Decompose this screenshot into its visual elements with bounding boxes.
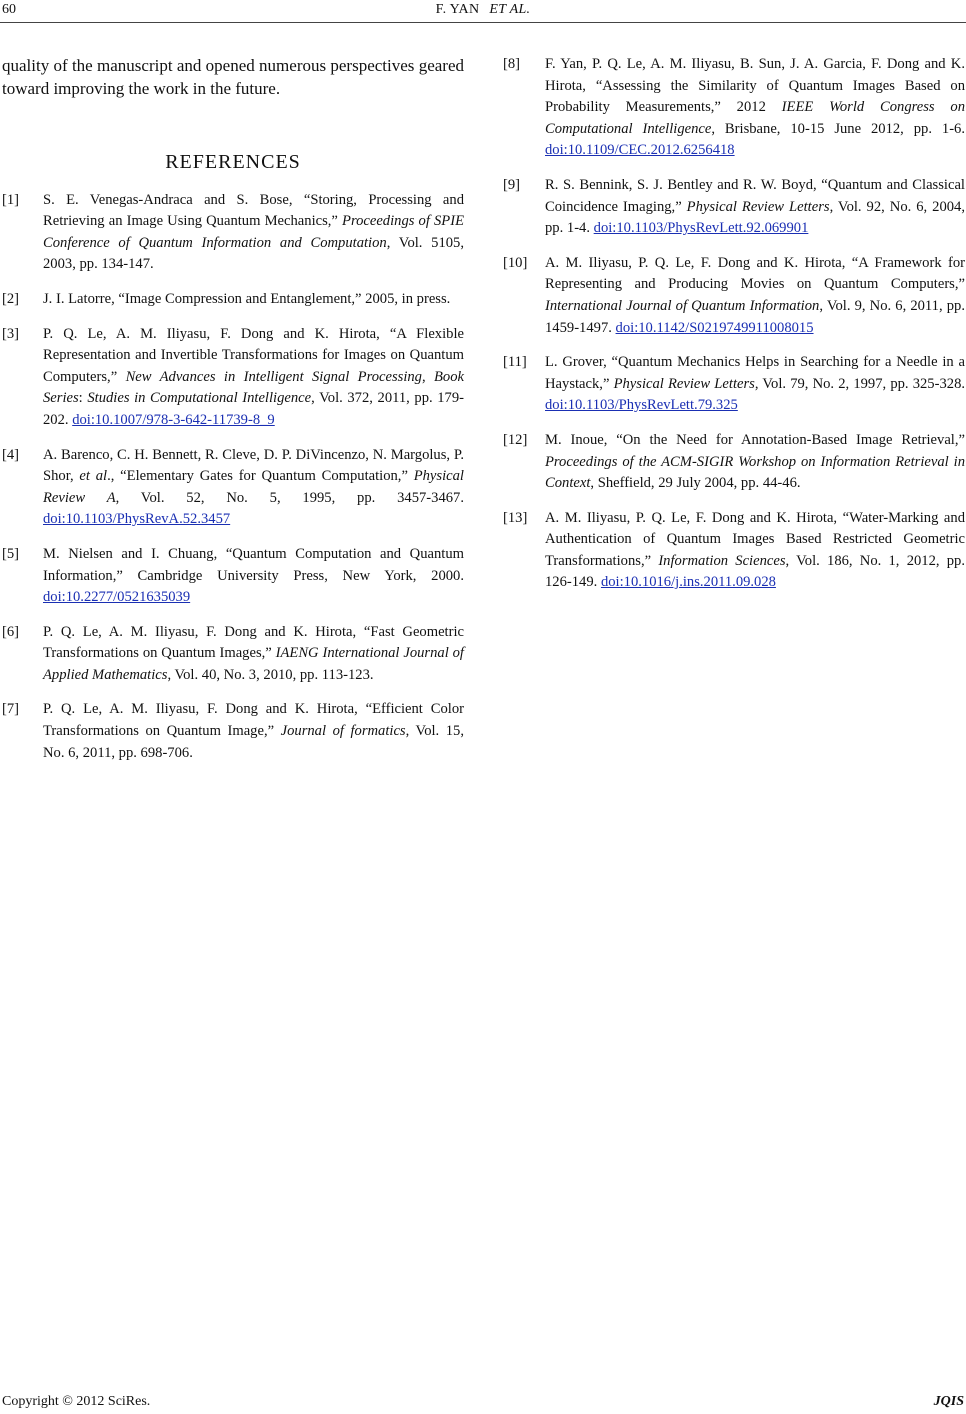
reference-item	[503, 430, 965, 495]
header-divider	[0, 22, 966, 23]
reference-text-segment: L. Grover, “Quantum Mechanics Helps in Searching for a Needle in a Haystack,”	[545, 354, 965, 392]
reference-text-segment: ., “Elementary Gates for Quantum Computation,”	[107, 468, 414, 485]
page-number: 60	[2, 2, 16, 17]
reference-source-title: New Advances in Intelligent Signal Processing	[125, 368, 422, 385]
running-header-et-al: ET AL.	[489, 2, 531, 17]
reference-number: [12]	[503, 431, 528, 448]
reference-text-segment: , Vol. 372, 2011, pp. 179-202.	[43, 390, 465, 428]
reference-text-segment: , Vol. 15, No. 6, 2011, pp. 698-706.	[43, 723, 464, 761]
reference-number: [3]	[2, 325, 20, 342]
reference-item	[503, 253, 965, 339]
reference-source-title: Journal of formatics	[280, 723, 406, 740]
reference-source-title: et al	[79, 468, 108, 485]
reference-text	[43, 291, 450, 307]
reference-source-title: Book Series	[43, 368, 465, 407]
reference-item	[503, 175, 965, 240]
reference-text-segment: P. Q. Le, A. M. Iliyasu, F. Dong and K. Hirota, “A Flexible Representation and Invertible Transformations for Images on Quantum Computers,”	[43, 325, 464, 385]
copyright-notice: Copyright © 2012 SciRes.	[2, 1394, 151, 1409]
references-heading: REFERENCES	[165, 151, 301, 173]
reference-source-title: IAENG International Journal of Applied Mathematics	[43, 645, 464, 683]
reference-text-segment: , Vol. 5105, 2003, pp. 134-147.	[43, 234, 464, 273]
reference-text	[545, 255, 965, 336]
reference-item	[2, 544, 464, 609]
doi-link[interactable]: doi:10.1103/PhysRevLett.79.325	[545, 397, 738, 414]
reference-text-segment: ,	[421, 368, 435, 385]
reference-text	[43, 624, 464, 683]
reference-text-segment: S. E. Venegas-Andraca and S. Bose, “Storing, Processing and Retrieving an Image Using Quantum Mechanics,”	[43, 191, 464, 230]
intro-paragraph: quality of the manuscript and opened numerous perspectives geared toward improving the work in the future.	[2, 56, 464, 98]
reference-text-segment: , Vol. 9, No. 6, 2011, pp. 1459-1497.	[545, 297, 965, 336]
reference-text-segment: J. I. Latorre, “Image Compression and Entanglement,” 2005, in press.	[43, 290, 451, 307]
reference-source-title: Physical Review Letters	[613, 375, 755, 392]
reference-text-segment: M. Nielsen and I. Chuang, “Quantum Computation and Quantum Information,” Cambridge University Press, New York, 2000.	[43, 545, 464, 584]
reference-list-left	[2, 190, 464, 765]
doi-link[interactable]: doi:10.2277/0521635039	[43, 589, 191, 606]
reference-item	[2, 289, 464, 311]
reference-item	[503, 352, 965, 417]
doi-link[interactable]: doi:10.1007/978-3-642-11739-8_9	[72, 411, 275, 428]
reference-text-segment: P. Q. Le, A. M. Iliyasu, F. Dong and K. Hirota, “Fast Geometric Transformations on Quantum Images,”	[43, 623, 464, 662]
reference-text-segment: , Sheffield, 29 July 2004, pp. 44-46.	[590, 475, 801, 492]
reference-text	[43, 192, 464, 273]
reference-number: [4]	[2, 446, 20, 463]
right-column	[503, 54, 965, 607]
reference-source-title: Physical Review Letters	[686, 198, 830, 215]
reference-source-title: Proceedings of SPIE Conference of Quantum Information and Computation	[43, 213, 464, 251]
reference-text-segment: A. M. Iliyasu, P. Q. Le, F. Dong and K. Hirota, “A Framework for Representing and Producing Movies on Quantum Computers,”	[545, 254, 965, 293]
reference-text-segment: , Brisbane, 10-15 June 2012, pp. 1-6.	[711, 120, 965, 137]
reference-text	[43, 546, 464, 605]
reference-number: [5]	[2, 545, 20, 562]
journal-abbreviation: JQIS	[933, 1394, 964, 1409]
reference-text-segment: A. Barenco, C. H. Bennett, R. Cleve, D. P. DiVincenzo, N. Margolus, P. Shor,	[43, 446, 464, 485]
reference-text-segment: F. Yan, P. Q. Le, A. M. Iliyasu, B. Sun, J. A. Garcia, F. Dong and K. Hirota, “Assessing the Similarity of Quantum Images Based on Probability Measurements,” 2012	[545, 56, 965, 116]
reference-text-segment: , Vol. 79, No. 2, 1997, pp. 325-328.	[754, 375, 966, 392]
reference-text-segment: , Vol. 52, No. 5, 1995, pp. 3457-3467.	[115, 489, 464, 506]
reference-text-segment: , Vol. 186, No. 1, 2012, pp. 126-149.	[545, 552, 965, 591]
reference-number: [9]	[503, 176, 521, 193]
reference-number: [1]	[2, 191, 20, 208]
reference-text-segment: P. Q. Le, A. M. Iliyasu, F. Dong and K. Hirota, “Efficient Color Transformations on Quantum Image,”	[43, 701, 464, 740]
reference-text	[545, 354, 965, 413]
reference-number: [11]	[503, 354, 527, 371]
reference-item	[2, 190, 464, 276]
reference-text	[545, 177, 965, 236]
reference-source-title: Information Sciences	[658, 552, 786, 569]
doi-link[interactable]: doi:10.1103/PhysRevLett.92.069901	[593, 220, 809, 237]
running-header-authors: F. YAN	[435, 2, 480, 17]
doi-link[interactable]: doi:10.1016/j.ins.2011.09.028	[600, 574, 776, 591]
running-header	[0, 2, 966, 18]
reference-text	[43, 326, 464, 428]
reference-number: [6]	[2, 623, 20, 640]
reference-text-segment: A. M. Iliyasu, P. Q. Le, F. Dong and K. Hirota, “Water-Marking and Authentication of Quantum Images Based Restricted Geometric Transformations,”	[545, 509, 965, 569]
reference-text-segment: :	[78, 390, 88, 407]
reference-source-title: Physical Review A	[43, 468, 464, 506]
reference-text	[545, 56, 965, 158]
reference-text-segment: R. S. Bennink, S. J. Bentley and R. W. Boyd, “Quantum and Classical Coincidence Imaging,”	[545, 176, 965, 215]
reference-item	[2, 699, 464, 764]
reference-text	[43, 447, 464, 528]
left-column	[2, 54, 464, 777]
reference-item	[2, 622, 464, 687]
reference-number: [7]	[2, 701, 20, 718]
reference-source-title: IEEE World Congress on Computational Intelligence	[545, 99, 965, 137]
reference-item	[503, 508, 965, 594]
reference-text-segment: M. Inoue, “On the Need for Annotation-Based Image Retrieval,”	[545, 431, 965, 448]
doi-link[interactable]: doi:10.1103/PhysRevA.52.3457	[43, 511, 231, 528]
reference-source-title: International Journal of Quantum Information	[545, 297, 820, 314]
reference-number: [13]	[503, 509, 528, 526]
reference-number: [8]	[503, 56, 521, 72]
reference-source-title: Proceedings of the ACM-SIGIR Workshop on Information Retrieval in Context	[545, 453, 965, 492]
reference-list-right	[503, 54, 965, 594]
reference-source-title: Studies in Computational Intelligence	[87, 390, 312, 407]
reference-number: [2]	[2, 290, 20, 307]
reference-text-segment: , Vol. 40, No. 3, 2010, pp. 113-123.	[167, 666, 374, 683]
reference-item	[503, 54, 965, 162]
doi-link[interactable]: doi:10.1109/CEC.2012.6256418	[545, 142, 735, 159]
reference-item	[2, 324, 464, 432]
reference-text	[545, 510, 965, 591]
reference-item	[2, 445, 464, 531]
reference-text	[545, 432, 965, 491]
reference-text	[43, 701, 464, 760]
reference-number: [10]	[503, 254, 528, 271]
doi-link[interactable]: doi:10.1142/S0219749911008015	[615, 319, 814, 336]
reference-text-segment: , Vol. 92, No. 6, 2004, pp. 1-4.	[545, 198, 966, 237]
